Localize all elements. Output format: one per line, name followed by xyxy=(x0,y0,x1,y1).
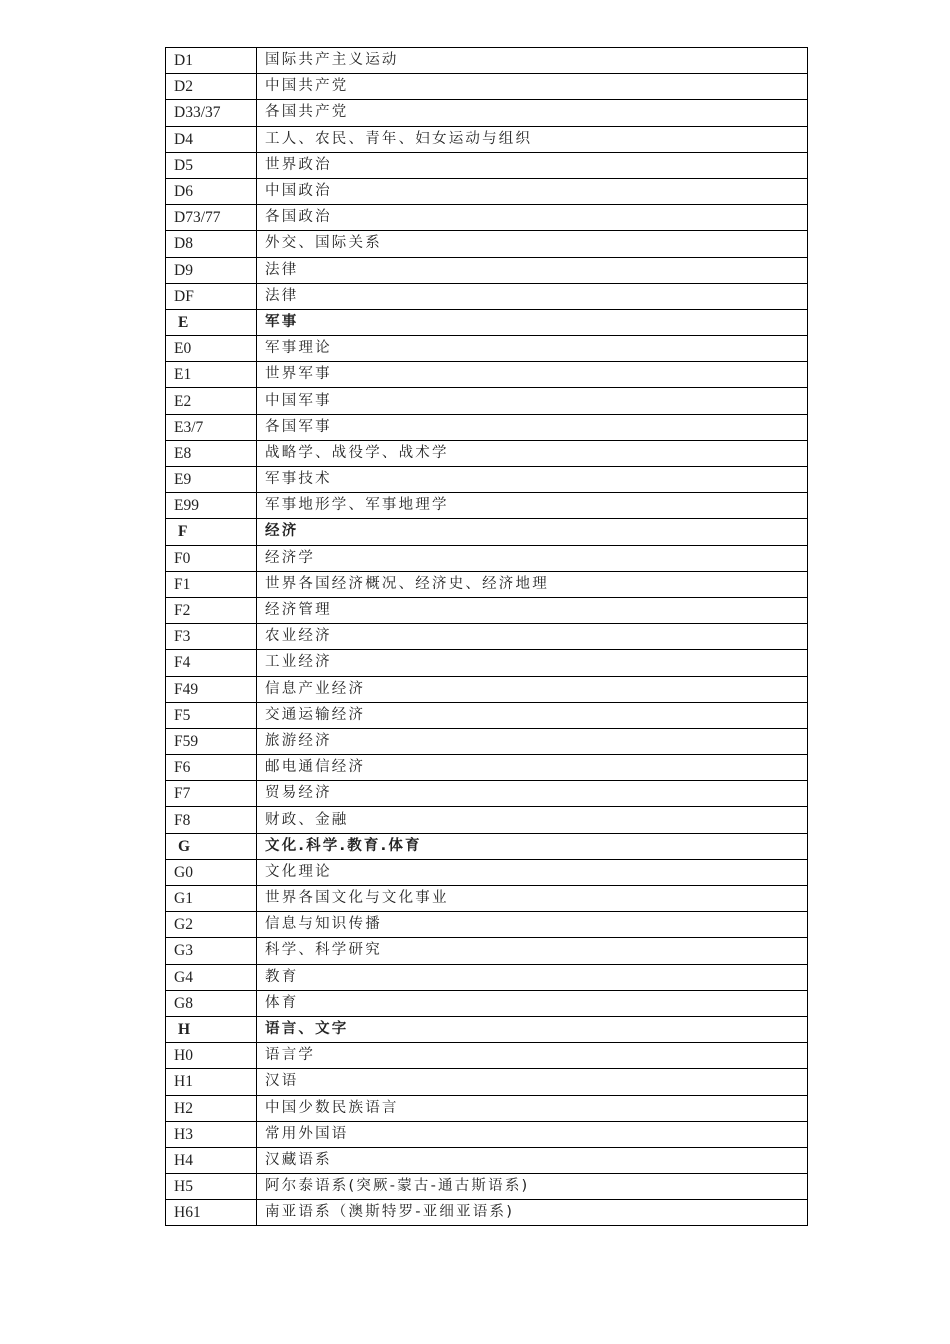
table-row xyxy=(166,964,808,990)
class-code-cell: F0 xyxy=(166,545,257,571)
class-code-cell: G8 xyxy=(166,990,257,1016)
classification-table xyxy=(165,47,808,1226)
class-name-cell: 世界各国文化与文化事业 xyxy=(257,886,808,912)
class-code-cell: E3/7 xyxy=(166,414,257,440)
class-code-cell: E9 xyxy=(166,467,257,493)
class-code-cell: G2 xyxy=(166,912,257,938)
class-name-cell: 世界各国经济概况、经济史、经济地理 xyxy=(257,571,808,597)
class-name-cell: 世界军事 xyxy=(257,362,808,388)
table-row xyxy=(166,48,808,74)
class-name-cell: 科学、科学研究 xyxy=(257,938,808,964)
class-name-cell: 汉语 xyxy=(257,1069,808,1095)
class-name-cell: 语言、文字 xyxy=(257,1016,808,1042)
class-code-cell: E0 xyxy=(166,336,257,362)
table-row xyxy=(166,205,808,231)
class-name-cell: 阿尔泰语系(突厥-蒙古-通古斯语系) xyxy=(257,1174,808,1200)
table-row xyxy=(166,283,808,309)
class-code-cell: E1 xyxy=(166,362,257,388)
table-row xyxy=(166,1121,808,1147)
class-code-cell: G xyxy=(166,833,257,859)
class-name-cell: 文化.科学.教育.体育 xyxy=(257,833,808,859)
class-name-cell: 工人、农民、青年、妇女运动与组织 xyxy=(257,126,808,152)
class-code-cell: F2 xyxy=(166,597,257,623)
class-code-cell: E2 xyxy=(166,388,257,414)
table-row xyxy=(166,650,808,676)
class-name-cell: 军事技术 xyxy=(257,467,808,493)
table-row xyxy=(166,859,808,885)
class-name-cell: 经济学 xyxy=(257,545,808,571)
class-name-cell: 信息产业经济 xyxy=(257,676,808,702)
table-row xyxy=(166,886,808,912)
class-name-cell: 体育 xyxy=(257,990,808,1016)
class-code-cell: D8 xyxy=(166,231,257,257)
class-code-cell: H0 xyxy=(166,1043,257,1069)
class-name-cell: 法律 xyxy=(257,283,808,309)
table-row xyxy=(166,728,808,754)
table-row xyxy=(166,1200,808,1226)
table-row xyxy=(166,597,808,623)
table-row xyxy=(166,755,808,781)
class-code-cell: D1 xyxy=(166,48,257,74)
class-code-cell: G4 xyxy=(166,964,257,990)
class-name-cell: 贸易经济 xyxy=(257,781,808,807)
table-row xyxy=(166,74,808,100)
class-name-cell: 常用外国语 xyxy=(257,1121,808,1147)
class-code-cell: F xyxy=(166,519,257,545)
class-code-cell: F5 xyxy=(166,702,257,728)
class-code-cell: F8 xyxy=(166,807,257,833)
class-name-cell: 世界政治 xyxy=(257,152,808,178)
class-code-cell: E8 xyxy=(166,440,257,466)
class-name-cell: 工业经济 xyxy=(257,650,808,676)
table-row xyxy=(166,493,808,519)
table-row xyxy=(166,624,808,650)
class-name-cell: 军事理论 xyxy=(257,336,808,362)
classification-table-body xyxy=(166,48,808,1226)
class-code-cell: D33/37 xyxy=(166,100,257,126)
class-code-cell: F7 xyxy=(166,781,257,807)
table-row xyxy=(166,571,808,597)
class-code-cell: E99 xyxy=(166,493,257,519)
class-name-cell: 经济 xyxy=(257,519,808,545)
table-row xyxy=(166,152,808,178)
class-name-cell: 经济管理 xyxy=(257,597,808,623)
class-code-cell: H2 xyxy=(166,1095,257,1121)
table-row xyxy=(166,1069,808,1095)
table-row xyxy=(166,990,808,1016)
table-row xyxy=(166,126,808,152)
table-row xyxy=(166,807,808,833)
table-row xyxy=(166,467,808,493)
class-name-cell: 法律 xyxy=(257,257,808,283)
category-heading-row xyxy=(166,833,808,859)
table-row xyxy=(166,938,808,964)
class-code-cell: D2 xyxy=(166,74,257,100)
table-row xyxy=(166,1043,808,1069)
table-row xyxy=(166,178,808,204)
class-name-cell: 旅游经济 xyxy=(257,728,808,754)
class-name-cell: 各国政治 xyxy=(257,205,808,231)
table-row xyxy=(166,231,808,257)
class-code-cell: F3 xyxy=(166,624,257,650)
table-row xyxy=(166,912,808,938)
class-name-cell: 军事 xyxy=(257,309,808,335)
class-code-cell: D73/77 xyxy=(166,205,257,231)
class-code-cell: DF xyxy=(166,283,257,309)
class-code-cell: G1 xyxy=(166,886,257,912)
class-name-cell: 中国政治 xyxy=(257,178,808,204)
class-name-cell: 农业经济 xyxy=(257,624,808,650)
table-row xyxy=(166,1147,808,1173)
table-row xyxy=(166,545,808,571)
class-code-cell: H4 xyxy=(166,1147,257,1173)
class-code-cell: E xyxy=(166,309,257,335)
class-name-cell: 外交、国际关系 xyxy=(257,231,808,257)
table-row xyxy=(166,414,808,440)
class-code-cell: F1 xyxy=(166,571,257,597)
table-row xyxy=(166,257,808,283)
class-name-cell: 中国少数民族语言 xyxy=(257,1095,808,1121)
class-name-cell: 南亚语系（澳斯特罗-亚细亚语系) xyxy=(257,1200,808,1226)
class-name-cell: 各国共产党 xyxy=(257,100,808,126)
class-code-cell: G3 xyxy=(166,938,257,964)
class-name-cell: 军事地形学、军事地理学 xyxy=(257,493,808,519)
class-code-cell: D4 xyxy=(166,126,257,152)
class-code-cell: H61 xyxy=(166,1200,257,1226)
class-name-cell: 国际共产主义运动 xyxy=(257,48,808,74)
class-code-cell: H3 xyxy=(166,1121,257,1147)
table-row xyxy=(166,676,808,702)
class-code-cell: H5 xyxy=(166,1174,257,1200)
table-row xyxy=(166,440,808,466)
class-name-cell: 中国共产党 xyxy=(257,74,808,100)
class-code-cell: F4 xyxy=(166,650,257,676)
table-row xyxy=(166,1095,808,1121)
category-heading-row xyxy=(166,519,808,545)
class-name-cell: 教育 xyxy=(257,964,808,990)
table-row xyxy=(166,388,808,414)
class-name-cell: 信息与知识传播 xyxy=(257,912,808,938)
class-name-cell: 邮电通信经济 xyxy=(257,755,808,781)
table-row xyxy=(166,781,808,807)
class-code-cell: D6 xyxy=(166,178,257,204)
class-name-cell: 各国军事 xyxy=(257,414,808,440)
table-row xyxy=(166,336,808,362)
class-name-cell: 汉藏语系 xyxy=(257,1147,808,1173)
class-name-cell: 文化理论 xyxy=(257,859,808,885)
class-code-cell: F6 xyxy=(166,755,257,781)
class-name-cell: 中国军事 xyxy=(257,388,808,414)
class-code-cell: H1 xyxy=(166,1069,257,1095)
class-name-cell: 战略学、战役学、战术学 xyxy=(257,440,808,466)
class-code-cell: D9 xyxy=(166,257,257,283)
table-row xyxy=(166,702,808,728)
table-row xyxy=(166,100,808,126)
class-code-cell: D5 xyxy=(166,152,257,178)
class-name-cell: 语言学 xyxy=(257,1043,808,1069)
class-code-cell: H xyxy=(166,1016,257,1042)
table-row xyxy=(166,1174,808,1200)
category-heading-row xyxy=(166,309,808,335)
class-code-cell: F59 xyxy=(166,728,257,754)
category-heading-row xyxy=(166,1016,808,1042)
class-code-cell: F49 xyxy=(166,676,257,702)
class-name-cell: 财政、金融 xyxy=(257,807,808,833)
table-row xyxy=(166,362,808,388)
class-name-cell: 交通运输经济 xyxy=(257,702,808,728)
class-code-cell: G0 xyxy=(166,859,257,885)
